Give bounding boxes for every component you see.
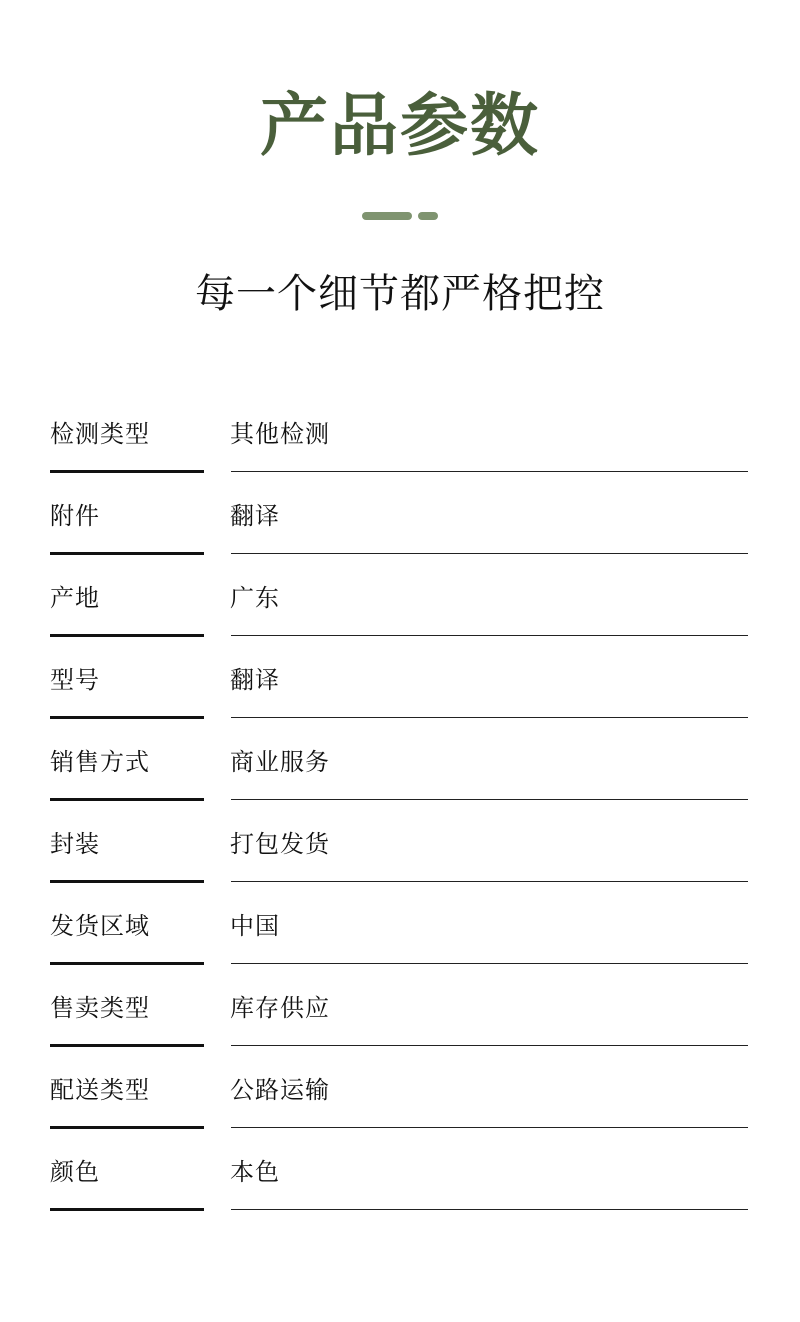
spec-value: 公路运输: [230, 1076, 330, 1104]
spec-table: [0, 392, 800, 1212]
spec-value: 翻译: [230, 666, 280, 694]
spec-value: 翻译: [230, 502, 280, 530]
value-underline: [231, 799, 748, 800]
label-underline: [50, 716, 204, 719]
spec-row-shipping-region: [0, 884, 800, 966]
page-title: 产品参数: [259, 87, 540, 166]
accent-divider-long: [362, 212, 412, 220]
spec-row-accessory: [0, 474, 800, 556]
spec-row-inspection-type: [0, 392, 800, 474]
spec-label: 封装: [50, 830, 100, 858]
label-underline: [50, 1208, 204, 1211]
spec-label: 配送类型: [50, 1076, 150, 1104]
spec-value: 本色: [230, 1158, 280, 1186]
label-underline: [50, 1044, 204, 1047]
label-underline: [50, 798, 204, 801]
value-underline: [231, 553, 748, 554]
spec-label: 检测类型: [50, 420, 150, 448]
label-underline: [50, 552, 204, 555]
spec-label: 销售方式: [50, 748, 150, 776]
value-underline: [231, 471, 748, 472]
spec-row-model: [0, 638, 800, 720]
spec-row-color: [0, 1130, 800, 1212]
spec-row-origin: [0, 556, 800, 638]
spec-label: 颜色: [50, 1158, 100, 1186]
spec-value: 其他检测: [230, 420, 330, 448]
label-underline: [50, 880, 204, 883]
label-underline: [50, 962, 204, 965]
value-underline: [231, 1127, 748, 1128]
accent-divider-short: [418, 212, 438, 220]
value-underline: [231, 1209, 748, 1210]
value-underline: [231, 1045, 748, 1046]
spec-value: 库存供应: [230, 994, 330, 1022]
value-underline: [231, 635, 748, 636]
label-underline: [50, 1126, 204, 1129]
spec-row-sales-method: [0, 720, 800, 802]
spec-label: 产地: [50, 584, 100, 612]
spec-label: 型号: [50, 666, 100, 694]
spec-label: 售卖类型: [50, 994, 150, 1022]
spec-row-packaging: [0, 802, 800, 884]
label-underline: [50, 634, 204, 637]
spec-row-delivery-type: [0, 1048, 800, 1130]
spec-value: 打包发货: [230, 830, 330, 858]
value-underline: [231, 881, 748, 882]
spec-value: 中国: [230, 912, 280, 940]
spec-value: 商业服务: [230, 748, 330, 776]
value-underline: [231, 963, 748, 964]
page-subtitle: 每一个细节都严格把控: [195, 271, 605, 317]
spec-value: 广东: [230, 584, 280, 612]
spec-label: 发货区域: [50, 912, 150, 940]
label-underline: [50, 470, 204, 473]
value-underline: [231, 717, 748, 718]
spec-row-sale-type: [0, 966, 800, 1048]
spec-label: 附件: [50, 502, 100, 530]
